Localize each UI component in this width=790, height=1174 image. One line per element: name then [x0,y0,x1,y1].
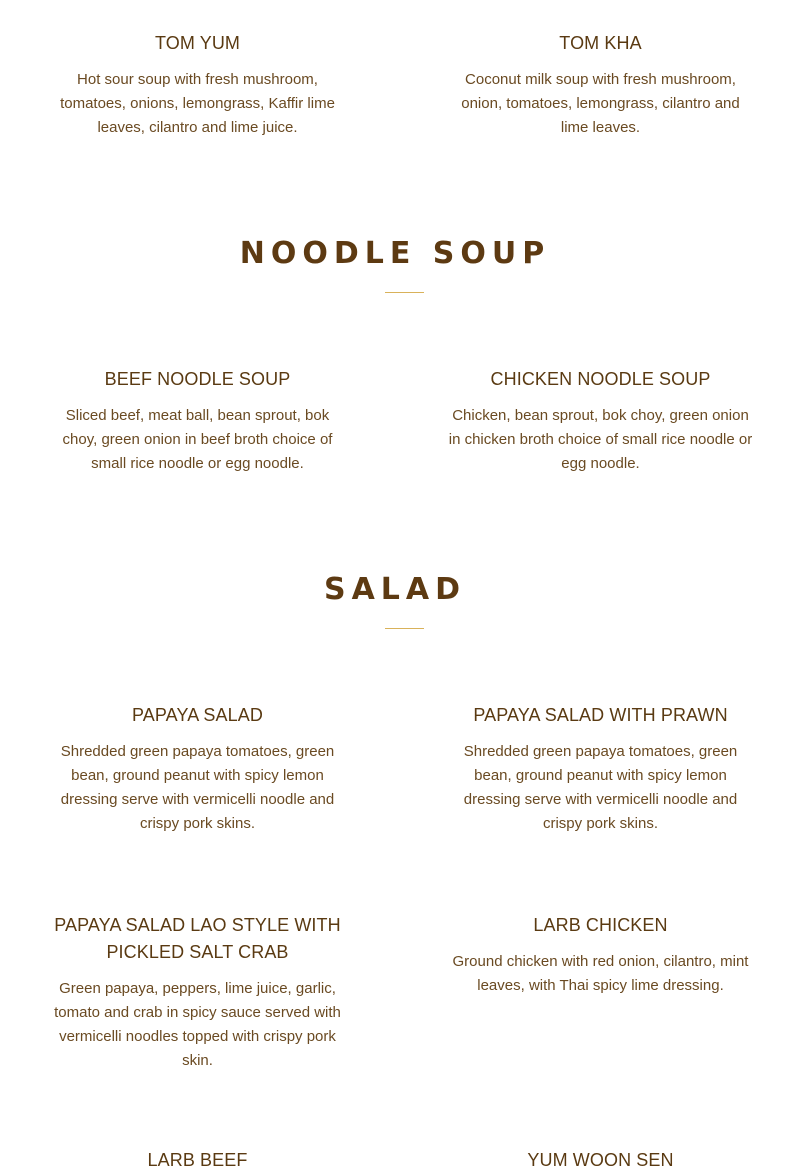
menu-item-larb-chicken [395,912,790,1073]
menu-item-tom-kha [395,30,790,140]
menu-row-salad-2 [0,912,790,1073]
section-heading-salad: SALAD [323,572,467,607]
menu-item-tom-yum [0,30,395,140]
menu-item-title: PAPAYA SALAD WITH PRAWN [473,705,728,725]
menu-item-papaya-salad [0,702,395,836]
menu-item-description: Sliced beef, meat ball, bean sprout, bok choy, green onion in beef broth choice of small rice noodle or egg noodle. [62,407,333,472]
menu-item-title: PAPAYA SALAD [132,705,263,725]
menu-item-title: BEEF NOODLE SOUP [104,369,291,389]
menu-item-title: PAPAYA SALAD LAO STYLE WITH PICKLED SALT CRAB [54,915,341,962]
menu-item-title: YUM WOON SEN [527,1150,674,1170]
menu-item-description: Coconut milk soup with fresh mushroom, onion, tomatoes, lemongrass, cilantro and lime leaves. [461,71,740,136]
menu-item-papaya-salad-with-prawn [395,702,790,836]
section-divider [385,292,424,293]
menu-item-title: CHICKEN NOODLE SOUP [490,369,711,389]
menu-item-description: Green papaya, peppers, lime juice, garlic, tomato and crab in spicy sauce served with vermicelli noodles topped with crispy pork skin. [54,980,341,1069]
menu-row-soup [0,30,790,140]
menu-item-larb-beef [0,1147,395,1174]
menu-item-description: Shredded green papaya tomatoes, green bean, ground peanut with spicy lemon dressing serve with vermicelli noodle and crispy pork skins. [60,743,335,832]
menu-item-beef-noodle-soup [0,366,395,476]
menu-item-chicken-noodle-soup [395,366,790,476]
menu-item-yum-woon-sen [395,1147,790,1174]
menu-item-title: LARB BEEF [147,1150,248,1170]
menu-item-description: Hot sour soup with fresh mushroom, tomatoes, onions, lemongrass, Kaffir lime leaves, cilantro and lime juice. [60,71,335,136]
menu-item-title: LARB CHICKEN [533,915,668,935]
menu-item-title: TOM KHA [559,33,642,53]
menu-row-salad-3 [0,1147,790,1174]
section-heading-noodle-soup: NOODLE SOUP [239,236,551,271]
menu-item-description: Shredded green papaya tomatoes, green bean, ground peanut with spicy lemon dressing serve with vermicelli noodle and crispy pork skins. [463,743,738,832]
menu-item-papaya-salad-lao-style [0,912,395,1073]
menu-item-description: Ground chicken with red onion, cilantro, mint leaves, with Thai spicy lime dressing. [452,953,749,994]
menu-row-noodle-soup [0,366,790,476]
menu-item-title: TOM YUM [154,33,241,53]
menu-row-salad-1 [0,702,790,836]
menu-item-description: Chicken, bean sprout, bok choy, green onion in chicken broth choice of small rice noodle or egg noodle. [448,407,753,472]
section-divider [385,628,424,629]
